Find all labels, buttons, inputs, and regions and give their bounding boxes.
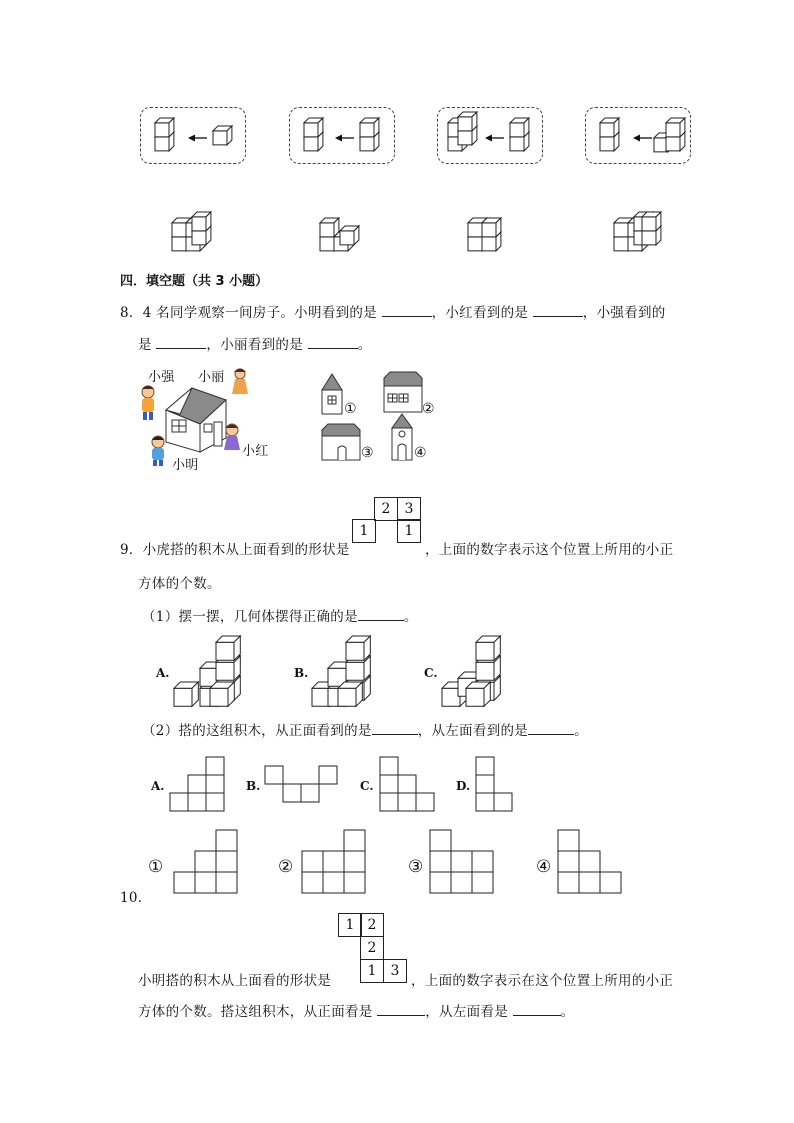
q10-view-figure-2: [302, 830, 368, 896]
q9-part1-end: 。: [403, 609, 418, 625]
cube-column: [192, 212, 211, 245]
cube-face: [458, 131, 472, 145]
cube-face: [482, 237, 496, 251]
label-xiaoqiang: 小强: [148, 370, 175, 385]
q8-blank-xiaoli[interactable]: [308, 336, 358, 349]
q8-text-b: ，小红看到的是: [431, 305, 529, 321]
arrow-left-icon: [188, 135, 207, 142]
q9-line-1: [120, 538, 350, 558]
q10-grid-cell: 3: [383, 959, 407, 983]
q9-part2-text-a: （2）搭的这组积木，从正面看到的是: [142, 723, 372, 739]
q9-grid-cell: 1: [352, 519, 376, 543]
q8-number: 8．: [120, 305, 143, 321]
q9-view-d-label: D.: [456, 779, 471, 793]
q10-view-label-2: ②: [278, 857, 294, 877]
cube-face: [510, 123, 524, 137]
cube-face: [482, 223, 496, 237]
cube-face: [210, 688, 228, 706]
q9-part-1: [142, 605, 418, 625]
cube-move-box-1: [140, 107, 246, 164]
q8-blank-xiaoqiang[interactable]: [156, 336, 206, 349]
cube-column: [642, 212, 661, 245]
cube-move-box-4: [585, 107, 691, 164]
cube-face: [614, 223, 628, 237]
cube-face: [666, 137, 680, 151]
cube-column: [458, 112, 477, 145]
q8-text-a: 4 名同学观察一间房子。小明看到的是: [142, 305, 377, 321]
label-xiaoli: 小丽: [198, 370, 225, 385]
cube-move-figure-3: [438, 108, 544, 165]
q9-option-c-label: C.: [424, 666, 438, 680]
cube-face: [172, 223, 186, 237]
result-shape-4: [612, 210, 668, 254]
q10-text-a: 小明搭的积木从上面看的形状是: [138, 973, 332, 989]
q10-view-label-3: ③: [408, 857, 424, 877]
cube-face: [346, 642, 364, 660]
cube-face: [304, 123, 318, 137]
cube-column: [482, 218, 501, 251]
q9-grid-cell: 3: [397, 497, 421, 521]
q9-top-view-grid: [352, 497, 422, 543]
q10-text-c: 方体的个数。搭这组积木，从正面看是: [138, 1004, 373, 1020]
cube-move-box-3: [437, 107, 543, 164]
q9-option-c-figure[interactable]: [442, 636, 518, 706]
cube-face: [666, 123, 680, 137]
cube-face: [458, 117, 472, 131]
cube-column: [155, 118, 174, 151]
kid-xiaoli-figure: [232, 369, 248, 395]
q9-view-d-figure[interactable]: [476, 757, 516, 813]
cube-face: [468, 237, 482, 251]
q10-top-view-grid: [338, 913, 408, 983]
cube-face: [340, 231, 354, 245]
q9-option-b-figure[interactable]: [312, 636, 388, 706]
q9-view-c-label: C.: [360, 779, 374, 793]
q9-view-b-label: B.: [246, 779, 261, 793]
cube-face: [192, 231, 206, 245]
cube-face: [600, 123, 614, 137]
q10-grid-cell: 1: [360, 959, 384, 983]
q8-text-c: ，小强看到的: [582, 305, 666, 321]
house-view-label-3: ③: [361, 445, 374, 461]
q9-part2-blank-front[interactable]: [372, 722, 418, 735]
q10-blank-front[interactable]: [377, 1003, 425, 1016]
q9-line-2: 方体的个数。: [138, 576, 221, 592]
cube-face: [614, 237, 628, 251]
arrow-left-icon: [633, 135, 652, 142]
q10-text-d: ，从左面看是: [425, 1004, 509, 1020]
house-view-1: [322, 374, 342, 414]
q8-blank-xiaoming[interactable]: [382, 304, 432, 317]
q9-part2-end: 。: [574, 723, 588, 739]
q8-line-1: [120, 301, 666, 321]
cube-face: [360, 137, 374, 151]
q8-blank-xiaohong[interactable]: [533, 304, 583, 317]
q9-part2-blank-left[interactable]: [528, 722, 574, 735]
cube-face: [600, 137, 614, 151]
cube-face: [155, 123, 169, 137]
q9-part1-blank[interactable]: [358, 608, 404, 621]
label-xiaohong: 小红: [242, 444, 269, 459]
q10-number: 10．: [120, 890, 152, 906]
q10-view-figure-3: [430, 830, 496, 896]
cube-face: [642, 217, 656, 231]
house-view-2: [384, 372, 422, 412]
cube-face: [155, 137, 169, 151]
arrow-left-icon: [335, 135, 354, 142]
kid-xiaoming-figure: [152, 436, 164, 466]
q9-text-a: 小虎搭的积木从上面看到的形状是: [142, 542, 350, 558]
q9-option-a-figure[interactable]: [174, 636, 250, 706]
cube-face: [216, 662, 234, 680]
q10-blank-left[interactable]: [513, 1003, 561, 1016]
house-view-label-1: ①: [344, 401, 357, 417]
cube-face: [320, 237, 334, 251]
cube-face: [216, 642, 234, 660]
arrow-left-icon: [485, 135, 504, 142]
q9-number: 9．: [120, 542, 143, 558]
cube-face: [304, 137, 318, 151]
cube-face: [192, 217, 206, 231]
q9-view-c-figure[interactable]: [380, 757, 440, 813]
result-shape-3: [466, 212, 516, 254]
q8-text-f: 。: [357, 337, 372, 353]
q10-view-figure-4: [558, 830, 624, 896]
cube-face: [346, 662, 364, 680]
q10-text-b: ，上面的数字表示在这个位置上所用的小正: [411, 973, 674, 989]
q9-view-a-label: A.: [151, 779, 165, 793]
q10-line-2: [138, 1000, 574, 1020]
q9-option-b-label: B.: [294, 666, 309, 680]
q9-text-b: ，上面的数字表示这个位置上所用的小正: [425, 542, 674, 558]
cube-face: [172, 237, 186, 251]
label-xiaoming: 小明: [172, 458, 199, 473]
result-shape-2: [318, 212, 368, 254]
q10-grid-cell: 2: [360, 936, 384, 960]
q9-part-2: [142, 719, 588, 739]
q9-view-a-figure[interactable]: [170, 757, 230, 813]
q9-part2-text-b: ，从左面看到的是: [417, 723, 529, 739]
q8-text-e: ，小丽看到的是: [206, 337, 304, 353]
cube-move-box-2: [289, 107, 395, 164]
house-view-3: [322, 424, 360, 460]
cube-face: [338, 688, 356, 706]
cube-column: [600, 118, 619, 151]
cube-face: [312, 688, 330, 706]
q9-part1-text: （1）摆一摆，几何体摆得正确的是: [142, 609, 358, 625]
q10-text-e: 。: [560, 1004, 575, 1020]
cube-face: [320, 223, 334, 237]
q10-view-label-4: ④: [536, 857, 552, 877]
cube-column: [666, 118, 685, 151]
q9-option-a-label: A.: [156, 666, 170, 680]
section-heading: 四．填空题（共 3 小题）: [120, 274, 269, 289]
cube-move-figure-1: [141, 108, 247, 165]
cube-face: [476, 642, 494, 660]
cube-face: [213, 131, 227, 145]
cube-face: [442, 688, 460, 706]
q8-line-2: [138, 333, 371, 353]
result-shape-1: [170, 212, 220, 254]
q10-view-figure-1: [174, 830, 240, 896]
q10-view-label-1: ①: [148, 857, 164, 877]
cube-face: [476, 662, 494, 680]
cube-face: [466, 688, 484, 706]
cube-move-figure-4: [586, 108, 692, 165]
q10-grid-cell: 2: [360, 913, 384, 937]
q8-text-d: 是: [138, 337, 152, 353]
house-view-label-4: ④: [414, 445, 427, 461]
q9-grid-cell: 1: [397, 519, 421, 543]
cube-face: [510, 137, 524, 151]
cube-face: [642, 231, 656, 245]
cube-face: [174, 688, 192, 706]
house-view-4: [392, 414, 412, 460]
cube-face: [468, 223, 482, 237]
cube-column: [304, 118, 323, 151]
cube-column: [360, 118, 379, 151]
cube-column: [510, 118, 529, 151]
cube-face: [360, 123, 374, 137]
q9-view-b-figure[interactable]: [265, 766, 341, 806]
q10-grid-cell: 1: [338, 913, 362, 937]
house-view-label-2: ②: [422, 401, 435, 417]
cube-move-figure-2: [290, 108, 396, 165]
q9-grid-cell: 2: [374, 497, 398, 521]
kid-xiaoqiang-figure: [142, 386, 154, 421]
